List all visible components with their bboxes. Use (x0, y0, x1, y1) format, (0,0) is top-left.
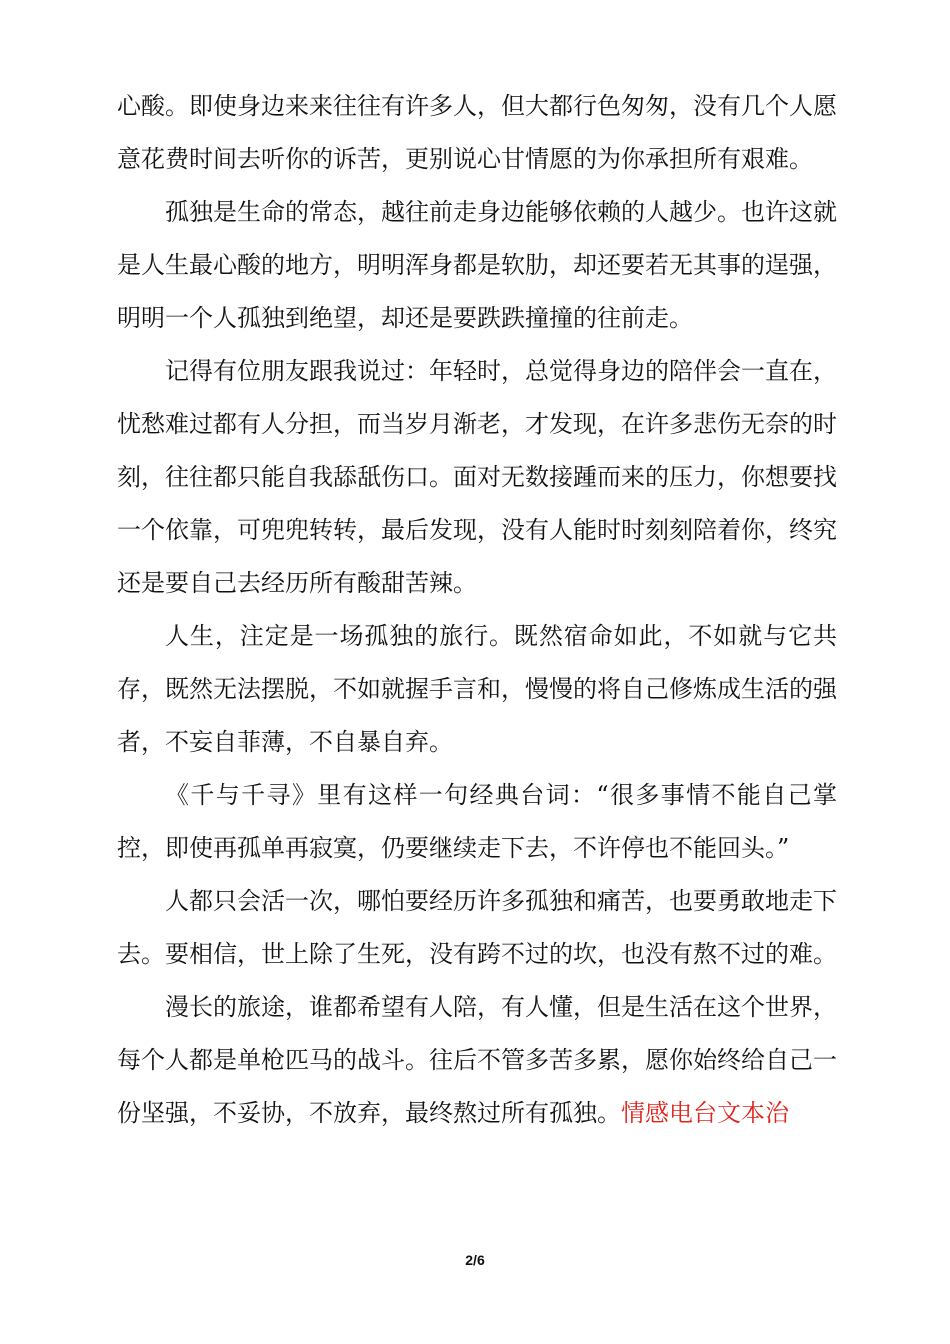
paragraph-4: 人生，注定是一场孤独的旅行。既然宿命如此，不如就与它共存，既然无法摆脱，不如就握手言和，慢慢的将自己修炼成生活的强者，不妄自菲薄，不自暴自弃。 (117, 622, 837, 756)
paragraph-5: 《千与千寻》里有这样一句经典台词：“很多事情不能自己掌控，即使再孤单再寂寞，仍要继续走下去，不许停也不能回头。” (117, 781, 837, 862)
paragraph-7-text: 漫长的旅途，谁都希望有人陪，有人懂，但是生活在这个世界，每个人都是单枪匹马的战斗。往后不管多苦多累，愿你始终给自己一份坚强，不妥协，不放弃，最终熬过所有孤独。 (117, 993, 837, 1127)
document-body (117, 80, 837, 1140)
page-number: 2/6 (465, 1252, 485, 1268)
paragraph-3: 记得有位朋友跟我说过：年轻时，总觉得身边的陪伴会一直在，忧愁难过都有人分担，而当岁月渐老，才发现，在许多悲伤无奈的时刻，往往都只能自我舔舐伤口。面对无数接踵而来的压力，你想要找一个依靠，可兜兜转转，最后发现，没有人能时时刻刻陪着你，终究还是要自己去经历所有酸甜苦辣。 (117, 357, 837, 597)
red-link-text[interactable]: 情感电台文本治 (621, 1099, 789, 1127)
paragraph-2: 孤独是生命的常态，越往前走身边能够依赖的人越少。也许这就是人生最心酸的地方，明明浑身都是软肋，却还要若无其事的逞强，明明一个人孤独到绝望，却还是要跌跌撞撞的往前走。 (117, 198, 837, 332)
paragraph-7 (117, 981, 837, 1140)
paragraph-6: 人都只会活一次，哪怕要经历许多孤独和痛苦，也要勇敢地走下去。要相信，世上除了生死，没有跨不过的坎，也没有熬不过的难。 (117, 887, 837, 968)
paragraph-1: 心酸。即使身边来来往往有许多人，但大都行色匆匆，没有几个人愿意花费时间去听你的诉苦，更别说心甘情愿的为你承担所有艰难。 (117, 92, 837, 173)
